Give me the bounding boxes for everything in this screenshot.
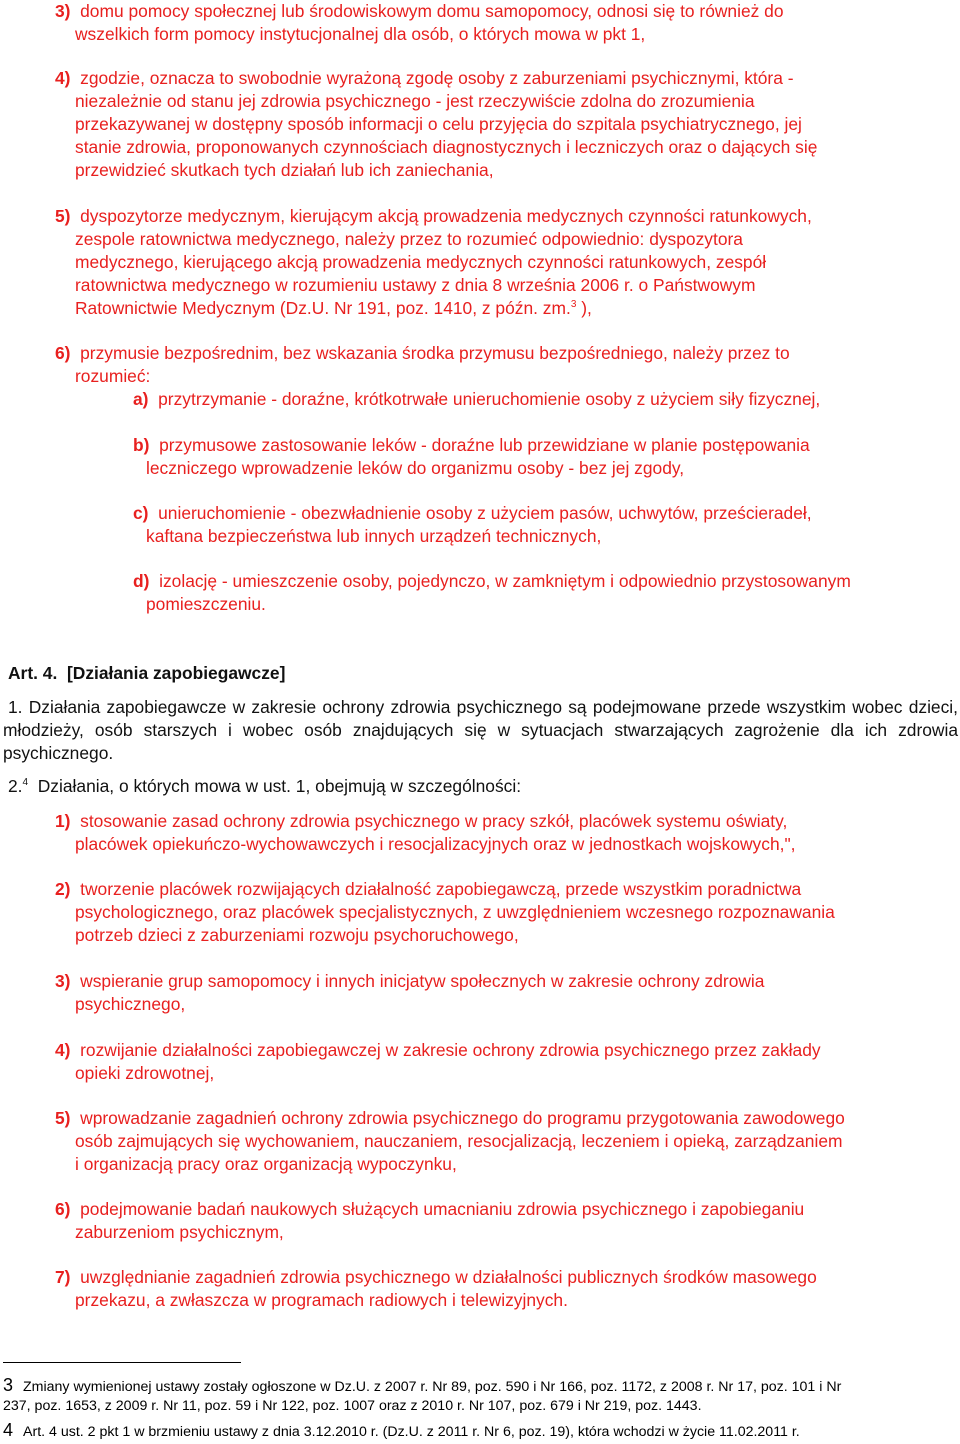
article-label: Art. 4. <box>8 663 58 683</box>
footnote-text: Zmiany wymienionej ustawy zostały ogłoszone w Dz.U. z 2007 r. Nr 89, poz. 590 i Nr 166, poz. 1172, z 2008 r. Nr 17, poz. 101 i Nr <box>23 1379 842 1395</box>
item-text-line: kaftana bezpieczeństwa lub innych urządzeń technicznych, <box>146 526 602 546</box>
item-text-line: pomieszczeniu. <box>146 594 266 614</box>
item-text-line: zaburzeniom psychicznym, <box>75 1222 284 1242</box>
item-text-line: dyspozytorze medycznym, kierującym akcją prowadzenia medycznych czynności ratunkowych, <box>80 206 812 226</box>
item-number: 4) <box>55 68 71 88</box>
subitem-b <box>133 434 810 480</box>
item-text-line: stanie zdrowia, proponowanych czynnościach diagnostycznych i leczniczych oraz o dających się <box>75 137 818 157</box>
measure-item-1 <box>55 810 795 856</box>
item-text-line: unieruchomienie - obezwładnienie osoby z użyciem pasów, uchwytów, prześcieradeł, <box>158 503 812 523</box>
item-text-line: psychicznego, <box>75 994 186 1014</box>
item-text-line: uwzględnianie zagadnień zdrowia psychicznego w działalności publicznych środków masowego <box>80 1267 817 1287</box>
item-number: 3) <box>55 1 71 21</box>
measure-item-4 <box>55 1039 821 1085</box>
footnote-text: Art. 4 ust. 2 pkt 1 w brzmieniu ustawy z dnia 3.12.2010 r. (Dz.U. z 2011 r. Nr 6, poz. 19), która wchodzi w życie 11.02.2011 r. <box>23 1424 800 1440</box>
item-number: 5) <box>55 206 71 226</box>
item-number: 6) <box>55 343 71 363</box>
item-text-line: zespole ratownictwa medycznego, należy przez to rozumieć odpowiednio: dyspozytora <box>75 229 743 249</box>
item-text-line: wszelkich form pomocy instytucjonalnej dla osób, o których mowa w pkt 1, <box>75 24 646 44</box>
subitem-c <box>133 502 812 548</box>
item-text-line: placówek opiekuńczo-wychowawczych i resocjalizacyjnych oraz w jednostkach wojskowych,", <box>75 834 796 854</box>
measure-item-7 <box>55 1266 817 1312</box>
item-text-line: leczniczego wprowadzenie leków do organizmu osoby - bez jej zgody, <box>146 458 685 478</box>
article-title: [Działania zapobiegawcze] <box>66 663 286 683</box>
item-text-line: opieki zdrowotnej, <box>75 1063 215 1083</box>
definition-item-3 <box>55 0 784 46</box>
item-number: 4) <box>55 1040 71 1060</box>
item-text-line: Ratownictwie Medycznym (Dz.U. Nr 191, poz. 1410, z późn. zm. <box>75 298 571 318</box>
item-number: d) <box>133 571 150 591</box>
footnote-text: 237, poz. 1653, z 2009 r. Nr 11, poz. 59 i Nr 122, poz. 1007 oraz z 2010 r. Nr 107, poz. 679 i Nr 219, poz. 1443. <box>3 1398 702 1414</box>
item-text-line: przymusowe zastosowanie leków - doraźne lub przewidziane w planie postępowania <box>159 435 810 455</box>
item-text-tail: ), <box>576 298 592 318</box>
item-text-line: przymusie bezpośrednim, bez wskazania środka przymusu bezpośredniego, należy przez to <box>80 343 790 363</box>
item-text-line: podejmowanie badań naukowych służących umacnianiu zdrowia psychicznego i zapobieganiu <box>80 1199 805 1219</box>
item-number: 3) <box>55 971 71 991</box>
item-text-line: wprowadzanie zagadnień ochrony zdrowia psychicznego do programu przygotowania zawodowego <box>80 1108 845 1128</box>
item-number: 6) <box>55 1199 71 1219</box>
item-text-line: przewidzieć skutkach tych działań lub ich zaniechania, <box>75 160 494 180</box>
subitem-a <box>133 388 820 411</box>
footnote-ref[interactable]: 3 <box>570 299 577 311</box>
item-text-line: izolację - umieszczenie osoby, pojedynczo, w zamkniętym i odpowiednio przystosowanym <box>159 571 851 591</box>
item-text-line: rozwijanie działalności zapobiegawczej w zakresie ochrony zdrowia psychicznego przez zakłady <box>80 1040 821 1060</box>
item-text-line: przekazywanej w dostępny sposób informacji o celu przyjęcia do szpitala psychiatrycznego, jej <box>75 114 802 134</box>
article-paragraph-2 <box>8 775 521 798</box>
article-paragraph-1 <box>3 696 958 765</box>
footnote-4 <box>3 1421 800 1442</box>
item-text-line: przekazu, a zwłaszcza w programach radiowych i telewizyjnych. <box>75 1290 568 1310</box>
definition-item-4 <box>55 67 817 182</box>
item-number: 2) <box>55 879 71 899</box>
item-number: 7) <box>55 1267 71 1287</box>
item-number: 1) <box>55 811 71 831</box>
item-text-line: i organizacją pracy oraz organizacją wypoczynku, <box>75 1154 457 1174</box>
item-text-line: psychologicznego, oraz placówek specjalistycznych, z uwzględnieniem wczesnego rozpoznawania <box>75 902 835 922</box>
paragraph-number: 2. <box>8 776 23 796</box>
measure-item-6 <box>55 1198 804 1244</box>
footnote-number: 3 <box>3 1375 14 1395</box>
article-heading <box>8 662 285 685</box>
item-text-line: osób zajmujących się wychowaniem, nauczaniem, resocjalizacją, leczeniem i opieką, zarządzaniem <box>75 1131 843 1151</box>
item-text-line: zgodzie, oznacza to swobodnie wyrażoną zgodę osoby z zaburzeniami psychicznymi, która - <box>80 68 794 88</box>
footnote-ref[interactable]: 4 <box>22 777 29 789</box>
item-text-line: przytrzymanie - doraźne, krótkotrwałe unieruchomienie osoby z użyciem siły fizycznej, <box>158 389 821 409</box>
item-text-line: wspieranie grup samopomocy i innych inicjatyw społecznych w zakresie ochrony zdrowia <box>80 971 765 991</box>
item-text-line: tworzenie placówek rozwijających działalność zapobiegawczą, przede wszystkim poradnictwa <box>80 879 802 899</box>
item-number: b) <box>133 435 150 455</box>
item-text-line: domu pomocy społecznej lub środowiskowym domu samopomocy, odnosi się to również do <box>80 1 784 21</box>
item-text-line: potrzeb dzieci z zaburzeniami rozwoju psychoruchowego, <box>75 925 519 945</box>
definition-item-5 <box>55 205 812 320</box>
item-text-line: medycznego, kierującego akcją prowadzenia medycznych czynności ratunkowych, zespół <box>75 252 767 272</box>
footnote-separator <box>3 1362 241 1363</box>
measure-item-3 <box>55 970 764 1016</box>
item-number: a) <box>133 389 149 409</box>
footnote-number: 4 <box>3 1420 14 1440</box>
item-number: c) <box>133 503 149 523</box>
definition-item-6 <box>55 342 790 388</box>
item-text-line: ratownictwa medycznego w rozumieniu ustawy z dnia 8 września 2006 r. o Państwowym <box>75 275 756 295</box>
paragraph-text: 1. Działania zapobiegawcze w zakresie ochrony zdrowia psychicznego są podejmowane przede wszystkim wobec dzieci, młodzieży, osób starszych i wobec osób znajdujących się w sytuacjach stwarzających zagrożenie dla ich zdrowia psychicznego. <box>3 697 958 763</box>
item-text-line: rozumieć: <box>75 366 151 386</box>
measure-item-2 <box>55 878 835 947</box>
subitem-d <box>133 570 851 616</box>
footnote-3 <box>3 1376 841 1416</box>
item-number: 5) <box>55 1108 71 1128</box>
item-text-line: niezależnie od stanu jej zdrowia psychicznego - jest rzeczywiście zdolna do zrozumienia <box>75 91 755 111</box>
item-text-line: stosowanie zasad ochrony zdrowia psychicznego w pracy szkół, placówek systemu oświaty, <box>80 811 788 831</box>
measure-item-5 <box>55 1107 845 1176</box>
paragraph-text: Działania, o których mowa w ust. 1, obejmują w szczególności: <box>37 776 522 796</box>
